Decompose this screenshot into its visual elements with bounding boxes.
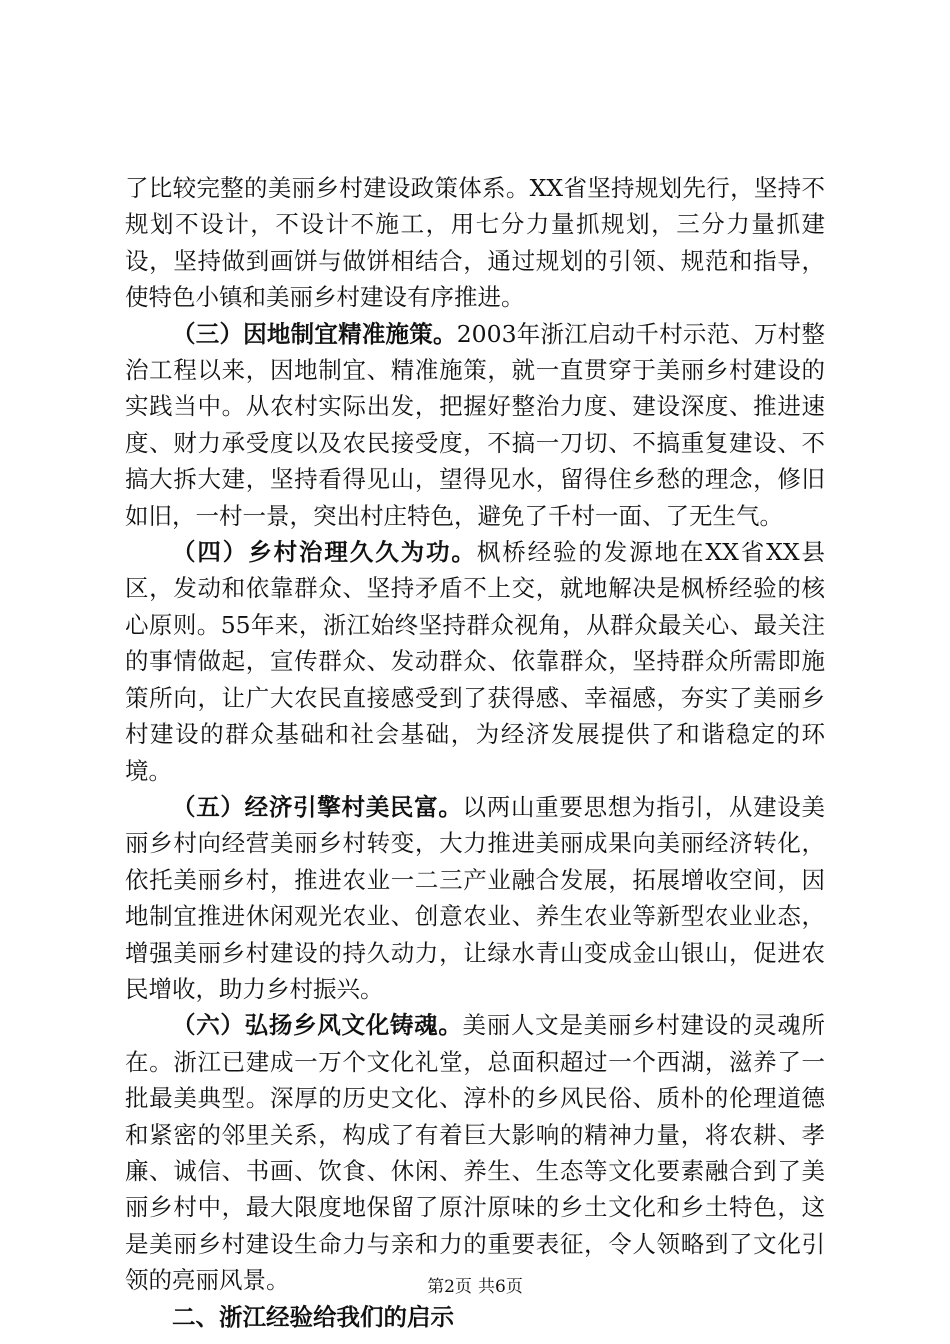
section-4-heading: （四）乡村治理久久为功。 (172, 538, 477, 567)
paragraph-section-3 (125, 316, 825, 534)
section-5-heading: （五）经济引擎村美民富。 (172, 792, 463, 821)
section-3-heading: （三）因地制宜精准施策。 (172, 319, 457, 348)
section-6-heading: （六）弘扬乡风文化铸魂。 (172, 1011, 463, 1040)
paragraph-section-5 (125, 789, 825, 1007)
paragraph-text: 枫桥经验的发源地在XX省XX县区，发动和依靠群众、坚持矛盾不上交，就地解决是枫桥经验的核心原则。55年来，浙江始终坚持群众视角，从群众最关心、最关注的事情做起，宣传群众、发动群众、依靠群众，坚持群众所需即施策所向，让广大农民直接感受到了获得感、幸福感，夯实了美丽乡村建设的群众基础和社会基础，为经济发展提供了和谐稳定的环境。 (125, 538, 826, 785)
paragraph-section-6 (125, 1007, 825, 1298)
page-total: 共6页 (478, 1277, 523, 1297)
page-footer (0, 1272, 950, 1297)
paragraph-text: 2003年浙江启动千村示范、万村整治工程以来，因地制宜、精准施策，就一直贯穿于美丽乡村建设的实践当中。从农村实际出发，把握好整治力度、建设深度、推进速度、财力承受度以及农民接受度，不搞一刀切、不搞重复建设、不搞大拆大建，坚持看得见山，望得见水，留得住乡愁的理念，修旧如旧，一村一景，突出村庄特色，避免了千村一面、了无生气。 (125, 319, 825, 530)
paragraph-continued (125, 170, 825, 316)
paragraph-text: 了比较完整的美丽乡村建设政策体系。XX省坚持规划先行，坚持不规划不设计，不设计不施工，用七分力量抓规划，三分力量抓建设，坚持做到画饼与做饼相结合，通过规划的引领、规范和指导，使特色小镇和美丽乡村建设有序推进。 (125, 174, 825, 312)
document-body (125, 170, 825, 1335)
page-number: 第2页 (427, 1277, 472, 1297)
paragraph-section-4 (125, 534, 825, 789)
section-heading-2: 二、浙江经验给我们的启示 (172, 1302, 454, 1331)
paragraph-text: 美丽人文是美丽乡村建设的灵魂所在。浙江已建成一万个文化礼堂，总面积超过一个西湖，滋养了一批最美典型。深厚的历史文化、淳朴的乡风民俗、质朴的伦理道德和紧密的邻里关系，构成了有着巨大影响的精神力量，将农耕、孝廉、诚信、书画、饮食、休闲、养生、生态等文化要素融合到了美丽乡村中，最大限度地保留了原汁原味的乡土文化和乡土特色，这是美丽乡村建设生命力与亲和力的重要表征，令人领略到了文化引领的亮丽风景。 (125, 1011, 826, 1295)
paragraph-text: 以两山重要思想为指引，从建设美丽乡村向经营美丽乡村转变，大力推进美丽成果向美丽经济转化，依托美丽乡村，推进农业一二三产业融合发展，拓展增收空间，因地制宜推进休闲观光农业、创意农业、养生农业等新型农业业态，增强美丽乡村建设的持久动力，让绿水青山变成金山银山，促进农民增收，助力乡村振兴。 (125, 792, 826, 1003)
